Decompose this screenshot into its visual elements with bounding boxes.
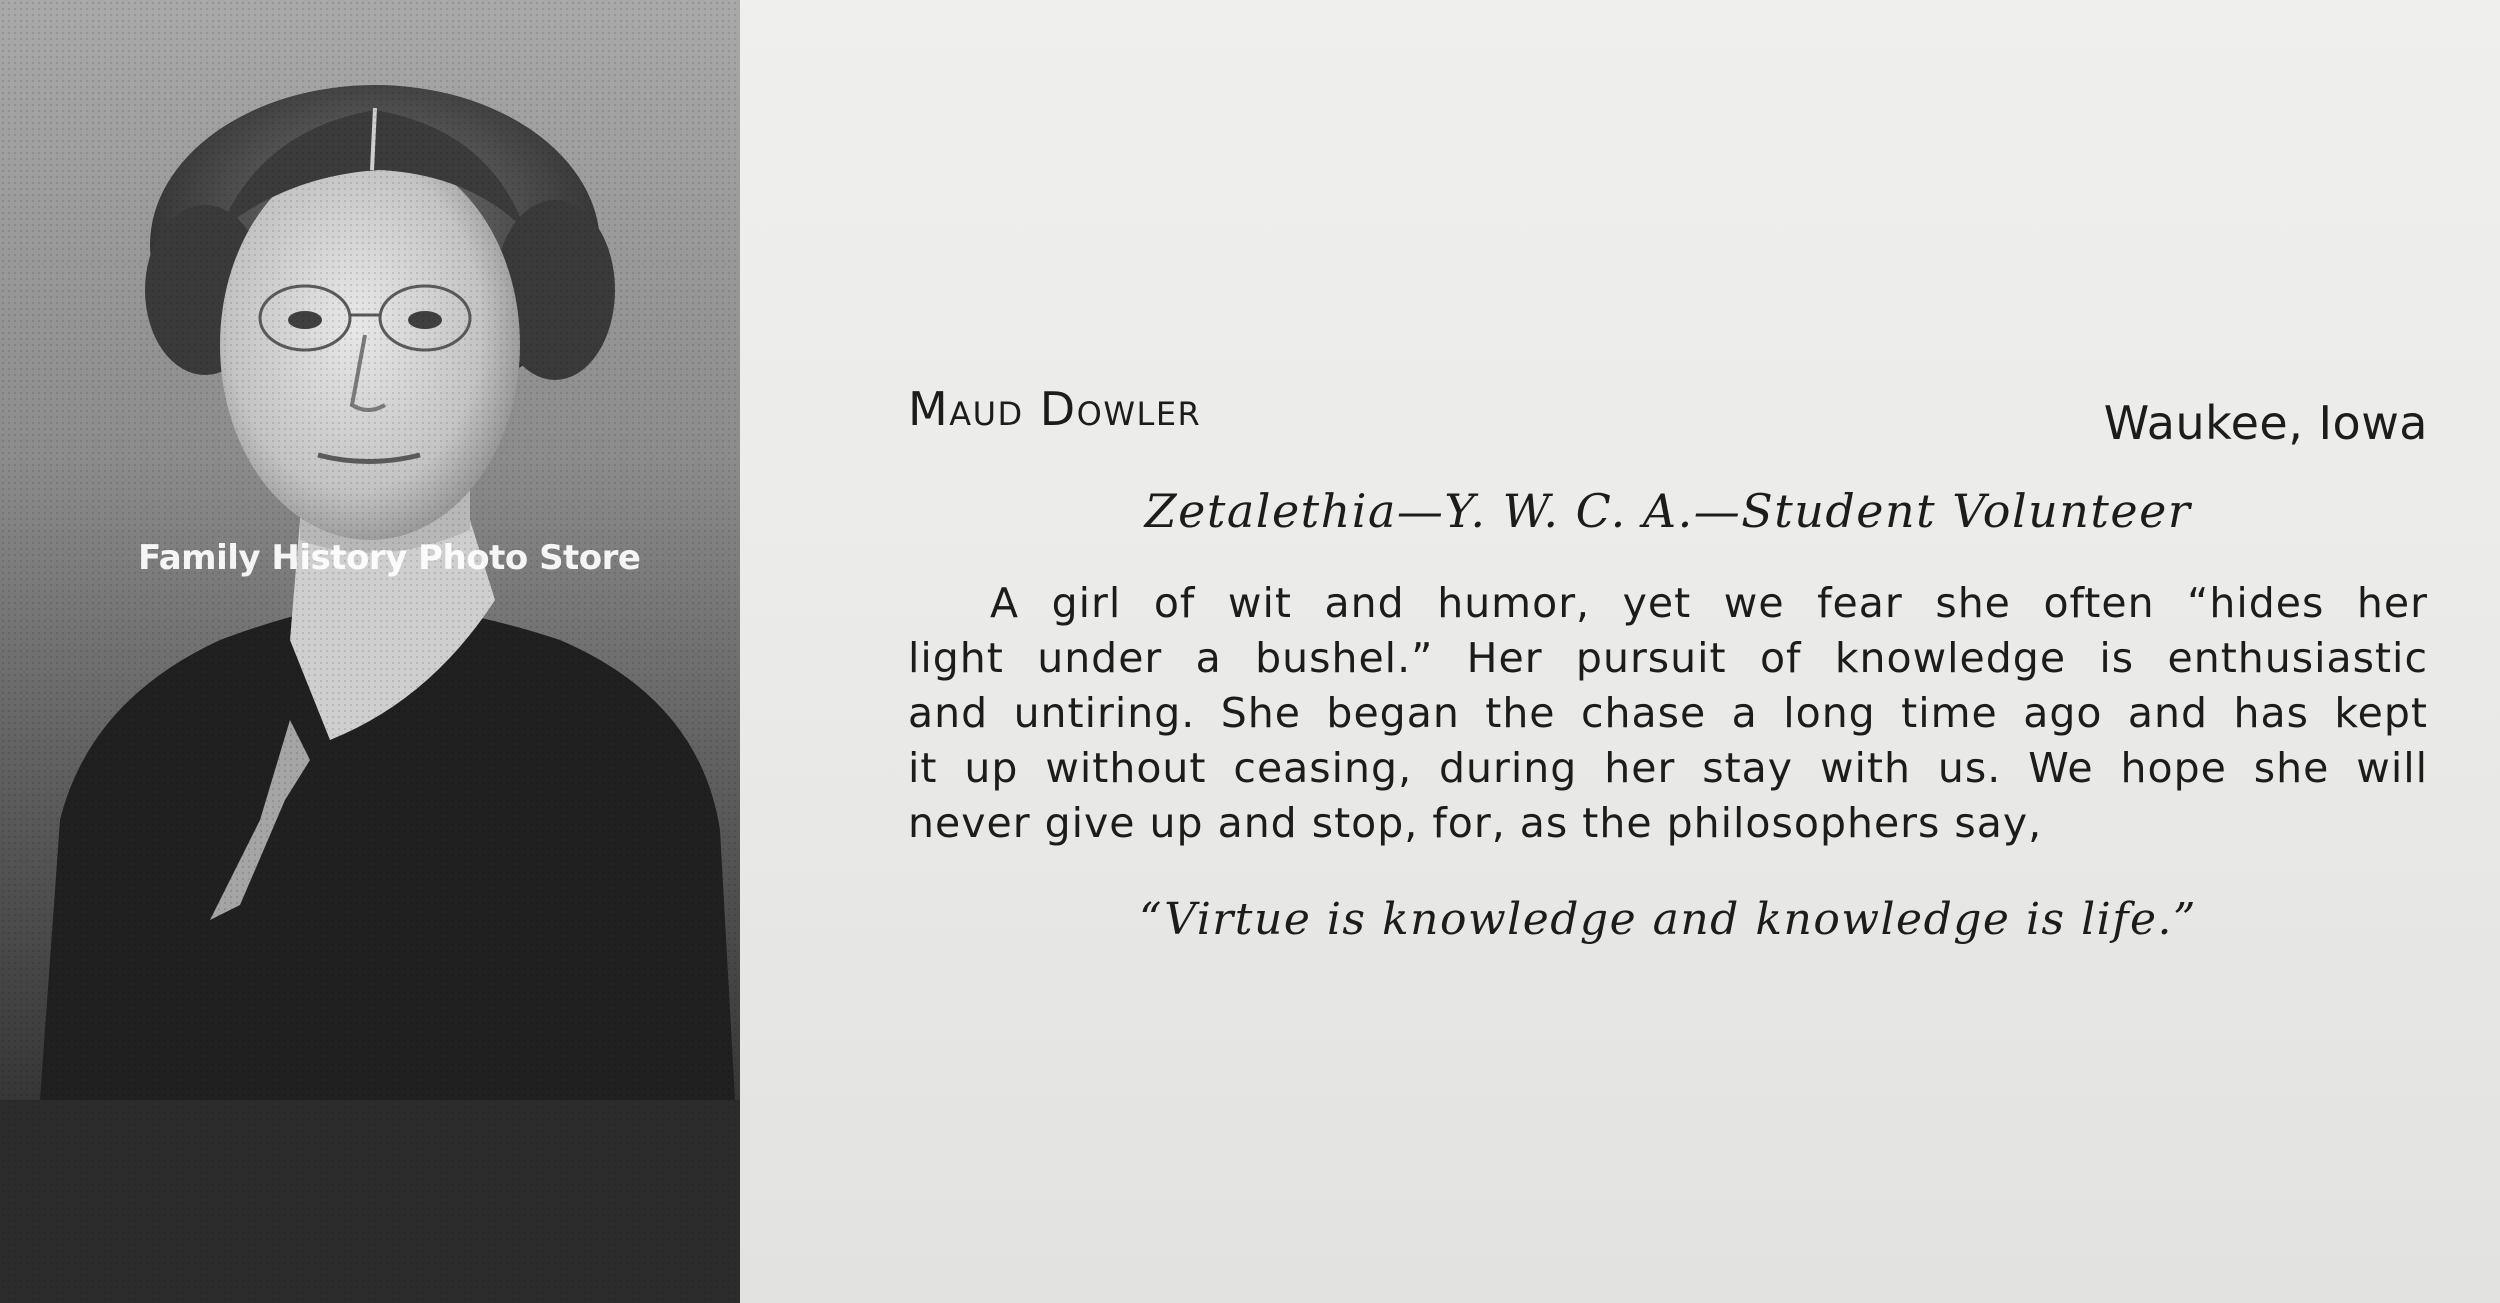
- portrait-photo: [0, 0, 740, 1303]
- bio-line: never give up and stop, for, as the philosophers say,: [908, 799, 2043, 847]
- motto-quote: “Virtue is knowledge and knowledge is life.”: [1138, 894, 2198, 945]
- portrait-image: [0, 0, 740, 1303]
- bio-line: it up without ceasing, during her stay with us. We hope she will: [908, 744, 2428, 792]
- society-affiliations: Zetalethia—Y. W. C. A.—Student Volunteer: [1144, 484, 2192, 538]
- halftone-texture: [0, 0, 740, 1303]
- bio-line: and untiring. She began the chase a long time ago and has kept: [908, 689, 2428, 737]
- biography-paragraph: [908, 576, 2428, 851]
- student-hometown: Waukee, Iowa: [2103, 396, 2428, 450]
- biography-panel: [908, 0, 2428, 1303]
- student-name: Maud Dowler: [908, 382, 1202, 436]
- bio-line: light under a bushel.” Her pursuit of knowledge is enthusiastic: [908, 634, 2428, 682]
- bio-line: A girl of wit and humor, yet we fear she often “hides her: [990, 579, 2428, 627]
- watermark-text: Family History Photo Store: [138, 538, 641, 578]
